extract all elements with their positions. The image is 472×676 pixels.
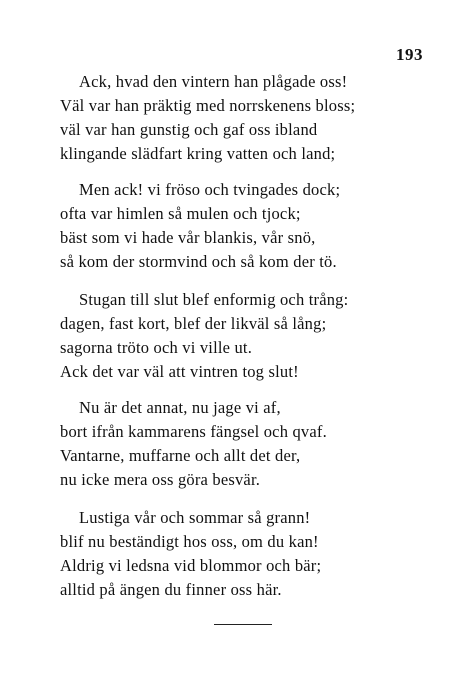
verse-line: nu icke mera oss göra besvär. [60, 470, 261, 489]
stanza-1 [60, 70, 355, 166]
verse-line: ofta var himlen så mulen och tjock; [60, 204, 301, 223]
verse-line: Väl var han präktig med norrskenens bloss; [60, 96, 356, 115]
verse-line: Ack, hvad den vintern han plågade oss! [79, 72, 348, 91]
verse-line: dagen, fast kort, blef der likväl så lång; [60, 314, 327, 333]
verse-line: Vantarne, muffarne och allt det der, [60, 446, 301, 465]
stanza-2 [60, 178, 340, 274]
verse-line: Ack det var väl att vintren tog slut! [60, 362, 299, 381]
verse-line: Men ack! vi fröso och tvingades dock; [79, 180, 341, 199]
verse-line: väl var han gunstig och gaf oss ibland [60, 120, 318, 139]
verse-line: alltid på ängen du finner oss här. [60, 580, 282, 599]
verse-line: sagorna tröto och vi ville ut. [60, 338, 253, 357]
verse-line: Nu är det annat, nu jage vi af, [79, 398, 281, 417]
stanza-4 [60, 396, 327, 492]
verse-line: Aldrig vi ledsna vid blommor och bär; [60, 556, 322, 575]
verse-line: bäst som vi hade vår blankis, vår snö, [60, 228, 316, 247]
page-number: 193 [396, 45, 423, 64]
verse-line: klingande slädfart kring vatten och land; [60, 144, 336, 163]
stanza-3 [60, 288, 348, 384]
end-rule-divider [214, 624, 272, 625]
verse-line: blif nu beständigt hos oss, om du kan! [60, 532, 319, 551]
verse-line: så kom der stormvind och så kom der tö. [60, 252, 337, 271]
verse-line: bort ifrån kammarens fängsel och qvaf. [60, 422, 327, 441]
stanza-5 [60, 506, 321, 602]
verse-line: Lustiga vår och sommar så grann! [79, 508, 311, 527]
verse-line: Stugan till slut blef enformig och trång: [79, 290, 349, 309]
